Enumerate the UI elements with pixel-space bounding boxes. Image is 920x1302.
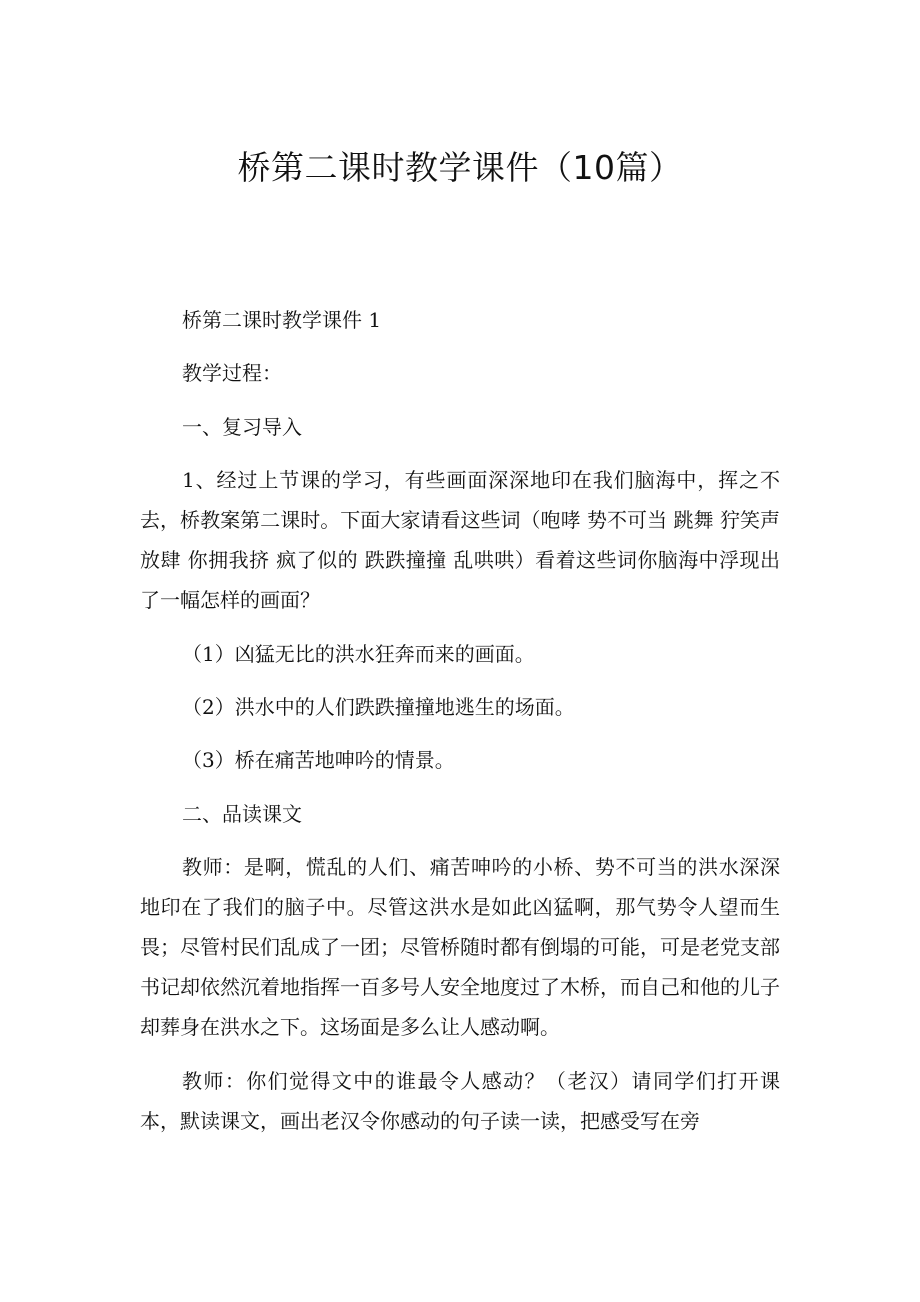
section-heading: 桥第二课时教学课件 1 [182,308,382,332]
paragraph: 1、经过上节课的学习，有些画面深深地印在我们脑海中，挥之不去，桥教案第二课时。下面大家请看这些词（咆哮 势不可当 跳舞 狞笑声 放肆 你拥我挤 疯了似的 跌跌撞撞 乱哄哄）看着这些词你脑海中浮现出了一幅怎样的画面？ [140,468,780,613]
paragraph: 教学过程： [182,361,282,386]
list-item: （3）桥在痛苦地呻吟的情景。 [182,748,455,773]
paragraph: 教师：你们觉得文中的谁最令人感动？（老汉）请同学们打开课本，默读课文，画出老汉令你感动的句子读一读，把感受写在旁 [140,1068,780,1133]
section-heading: 一、复习导入 [182,414,302,439]
paragraph: 教师：是啊，慌乱的人们、痛苦呻吟的小桥、势不可当的洪水深深地印在了我们的脑子中。尽管这洪水是如此凶猛啊，那气势令人望而生畏；尽管村民们乱成了一团；尽管桥随时都有倒塌的可能，可是老党支部书记却依然沉着地指挥一百多号人安全地度过了木桥，而自己和他的儿子却葬身在洪水之下。这场面是多么让人感动啊。 [140,855,780,1040]
list-item: （1）凶猛无比的洪水狂奔而来的画面。 [182,641,535,666]
document-body [140,300,780,1154]
document-title: 桥第二课时教学课件（10篇） [237,148,683,187]
list-item: （2）洪水中的人们跌跌撞撞地逃生的场面。 [182,694,575,719]
section-heading: 二、品读课文 [182,801,302,826]
